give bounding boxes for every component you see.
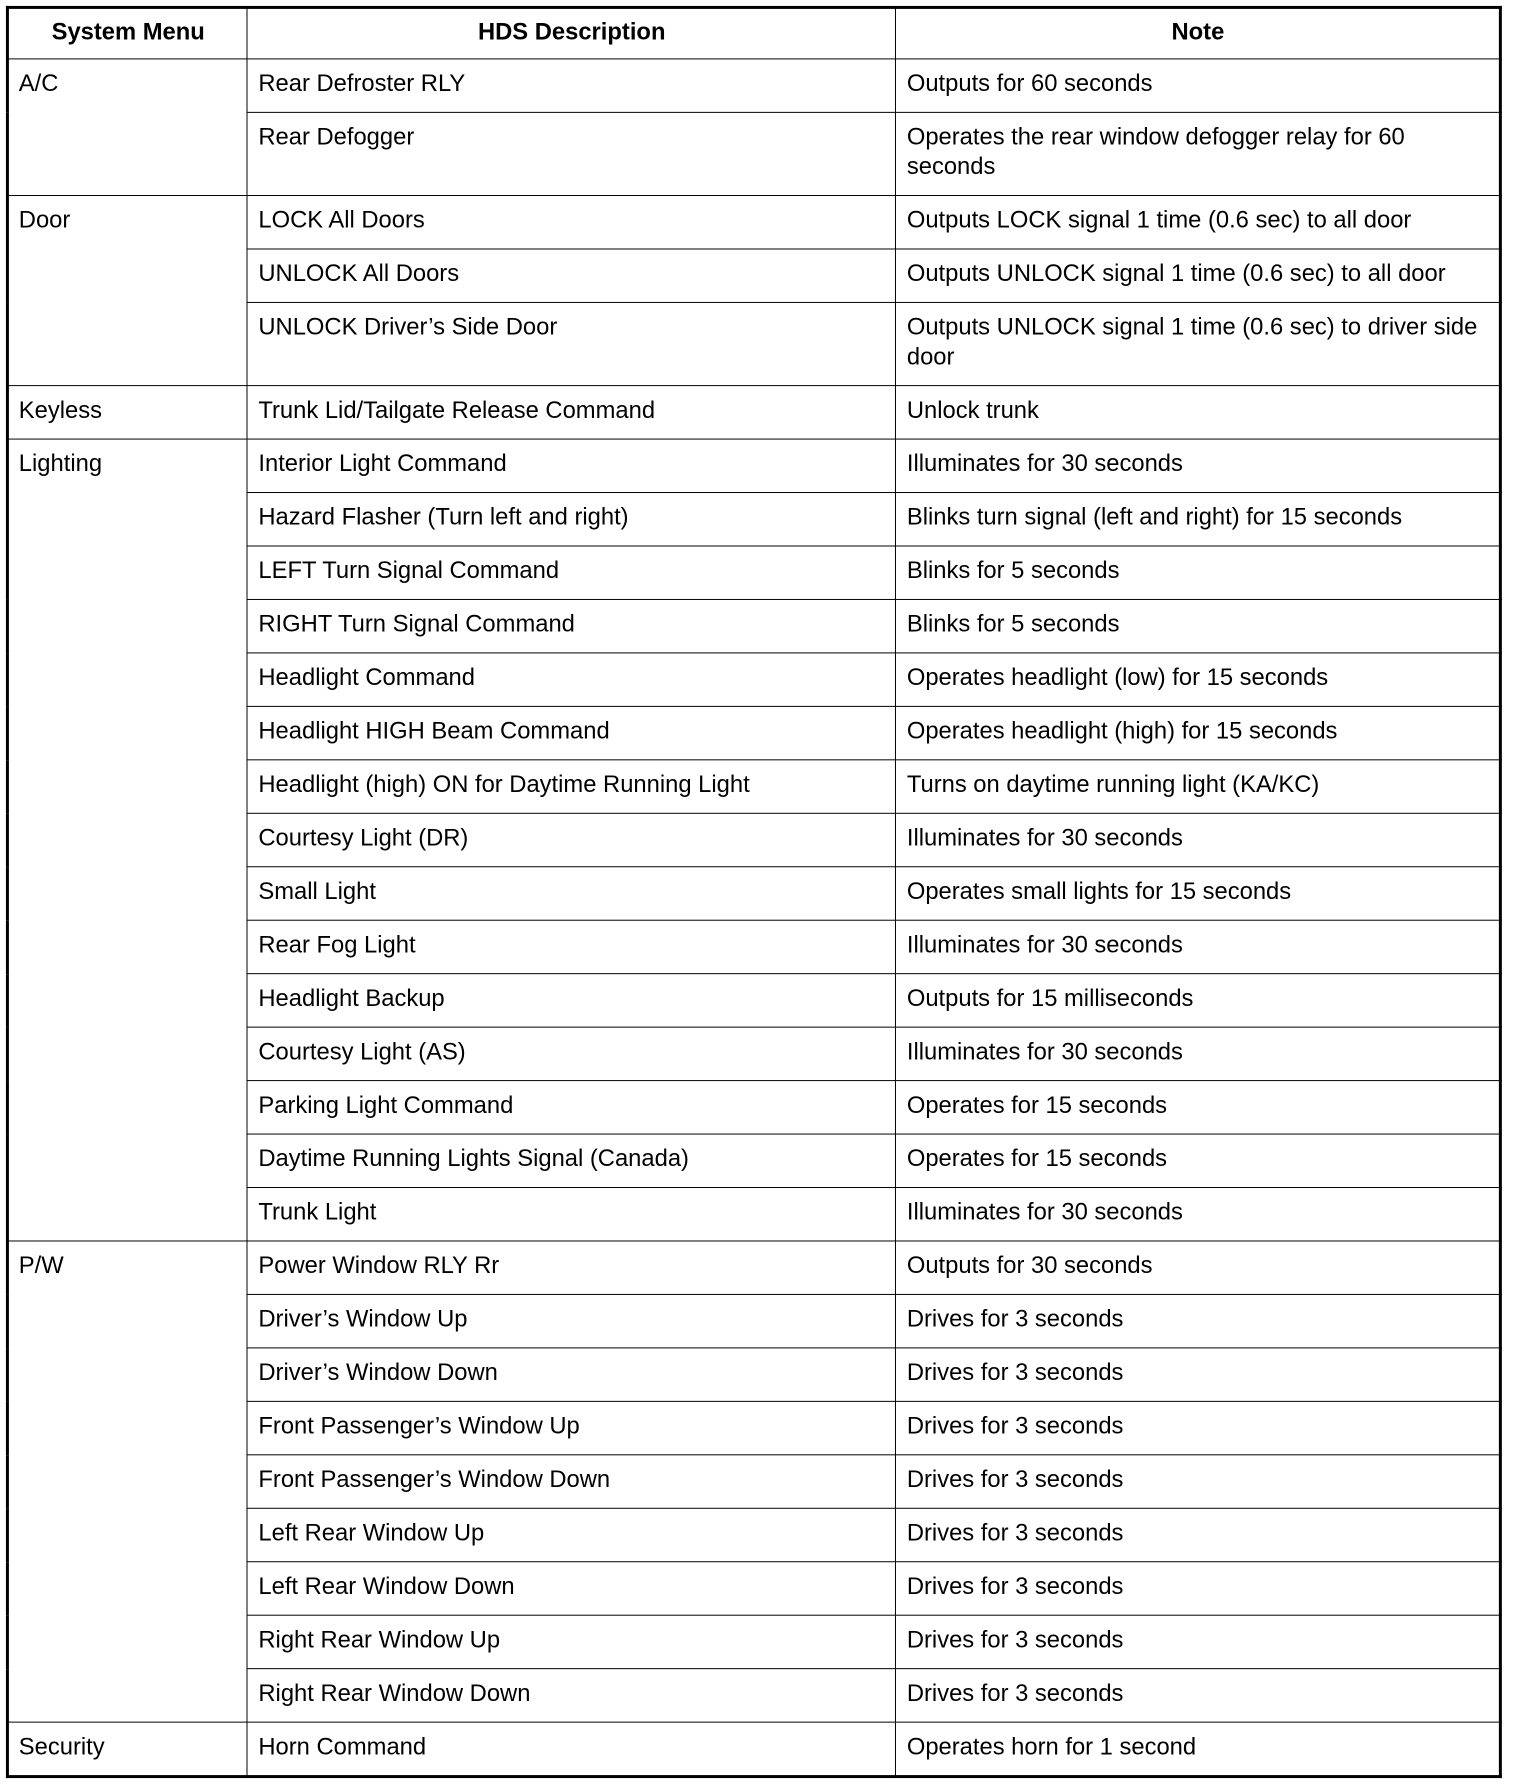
hds-description-cell: Headlight Command — [247, 653, 895, 706]
table-body — [7, 59, 1500, 1777]
note-cell: Outputs for 60 seconds — [895, 59, 1500, 112]
note-cell: Operates headlight (low) for 15 seconds — [895, 653, 1500, 706]
note-cell: Turns on daytime running light (KA/KC) — [895, 760, 1500, 813]
header-note: Note — [895, 7, 1500, 58]
table-row — [7, 1722, 1500, 1776]
note-cell: Outputs for 15 milliseconds — [895, 974, 1500, 1027]
hds-description-cell: Trunk Lid/Tailgate Release Command — [247, 386, 895, 439]
hds-description-cell: Horn Command — [247, 1722, 895, 1776]
system-menu-cell: Door — [7, 196, 247, 386]
hds-description-cell: Headlight (high) ON for Daytime Running Light — [247, 760, 895, 813]
note-cell: Illuminates for 30 seconds — [895, 439, 1500, 492]
note-cell: Illuminates for 30 seconds — [895, 1188, 1500, 1241]
hds-description-cell: Right Rear Window Down — [247, 1669, 895, 1722]
note-cell: Operates horn for 1 second — [895, 1722, 1500, 1776]
hds-description-cell: Interior Light Command — [247, 439, 895, 492]
note-cell: Blinks turn signal (left and right) for 15 seconds — [895, 493, 1500, 546]
table-row — [7, 386, 1500, 439]
header-system-menu: System Menu — [7, 7, 247, 58]
system-menu-cell: Keyless — [7, 386, 247, 439]
hds-description-cell: Courtesy Light (AS) — [247, 1027, 895, 1080]
table-row — [7, 439, 1500, 492]
note-cell: Drives for 3 seconds — [895, 1562, 1500, 1615]
table-header-row — [7, 7, 1500, 58]
note-cell: Drives for 3 seconds — [895, 1401, 1500, 1454]
hds-description-cell: Trunk Light — [247, 1188, 895, 1241]
hds-description-cell: Headlight Backup — [247, 974, 895, 1027]
note-cell: Drives for 3 seconds — [895, 1348, 1500, 1401]
system-menu-cell: A/C — [7, 59, 247, 196]
hds-description-cell: Front Passenger’s Window Down — [247, 1455, 895, 1508]
hds-description-cell: LOCK All Doors — [247, 196, 895, 249]
note-cell: Outputs LOCK signal 1 time (0.6 sec) to all door — [895, 196, 1500, 249]
hds-description-cell: Driver’s Window Down — [247, 1348, 895, 1401]
hds-description-cell: Courtesy Light (DR) — [247, 813, 895, 866]
note-cell: Illuminates for 30 seconds — [895, 1027, 1500, 1080]
hds-description-cell: Hazard Flasher (Turn left and right) — [247, 493, 895, 546]
note-cell: Operates small lights for 15 seconds — [895, 867, 1500, 920]
note-cell: Unlock trunk — [895, 386, 1500, 439]
note-cell: Operates headlight (high) for 15 seconds — [895, 706, 1500, 759]
hds-description-cell: Driver’s Window Up — [247, 1294, 895, 1347]
hds-description-cell: Small Light — [247, 867, 895, 920]
header-hds-description: HDS Description — [247, 7, 895, 58]
note-cell: Drives for 3 seconds — [895, 1615, 1500, 1668]
hds-description-cell: Rear Defogger — [247, 112, 895, 195]
hds-description-cell: Left Rear Window Down — [247, 1562, 895, 1615]
note-cell: Outputs for 30 seconds — [895, 1241, 1500, 1294]
hds-description-cell: Rear Defroster RLY — [247, 59, 895, 112]
note-cell: Operates for 15 seconds — [895, 1081, 1500, 1134]
note-cell: Drives for 3 seconds — [895, 1455, 1500, 1508]
hds-description-cell: Front Passenger’s Window Up — [247, 1401, 895, 1454]
hds-description-cell: RIGHT Turn Signal Command — [247, 599, 895, 652]
note-cell: Operates the rear window defogger relay for 60 seconds — [895, 112, 1500, 195]
note-cell: Outputs UNLOCK signal 1 time (0.6 sec) to all door — [895, 249, 1500, 302]
hds-description-cell: Headlight HIGH Beam Command — [247, 706, 895, 759]
hds-description-cell: UNLOCK All Doors — [247, 249, 895, 302]
system-menu-cell: Lighting — [7, 439, 247, 1241]
hds-description-cell: LEFT Turn Signal Command — [247, 546, 895, 599]
hds-command-table — [6, 6, 1502, 1778]
hds-description-cell: Parking Light Command — [247, 1081, 895, 1134]
system-menu-cell: Security — [7, 1722, 247, 1776]
hds-description-cell: Rear Fog Light — [247, 920, 895, 973]
note-cell: Blinks for 5 seconds — [895, 599, 1500, 652]
note-cell: Drives for 3 seconds — [895, 1294, 1500, 1347]
hds-description-cell: UNLOCK Driver’s Side Door — [247, 302, 895, 385]
note-cell: Illuminates for 30 seconds — [895, 920, 1500, 973]
hds-description-cell: Right Rear Window Up — [247, 1615, 895, 1668]
note-cell: Illuminates for 30 seconds — [895, 813, 1500, 866]
table-row — [7, 196, 1500, 249]
note-cell: Blinks for 5 seconds — [895, 546, 1500, 599]
note-cell: Drives for 3 seconds — [895, 1669, 1500, 1722]
table-row — [7, 1241, 1500, 1294]
hds-description-cell: Left Rear Window Up — [247, 1508, 895, 1561]
note-cell: Outputs UNLOCK signal 1 time (0.6 sec) to driver side door — [895, 302, 1500, 385]
note-cell: Operates for 15 seconds — [895, 1134, 1500, 1187]
hds-description-cell: Daytime Running Lights Signal (Canada) — [247, 1134, 895, 1187]
system-menu-cell: P/W — [7, 1241, 247, 1722]
hds-description-cell: Power Window RLY Rr — [247, 1241, 895, 1294]
note-cell: Drives for 3 seconds — [895, 1508, 1500, 1561]
table-row — [7, 59, 1500, 112]
